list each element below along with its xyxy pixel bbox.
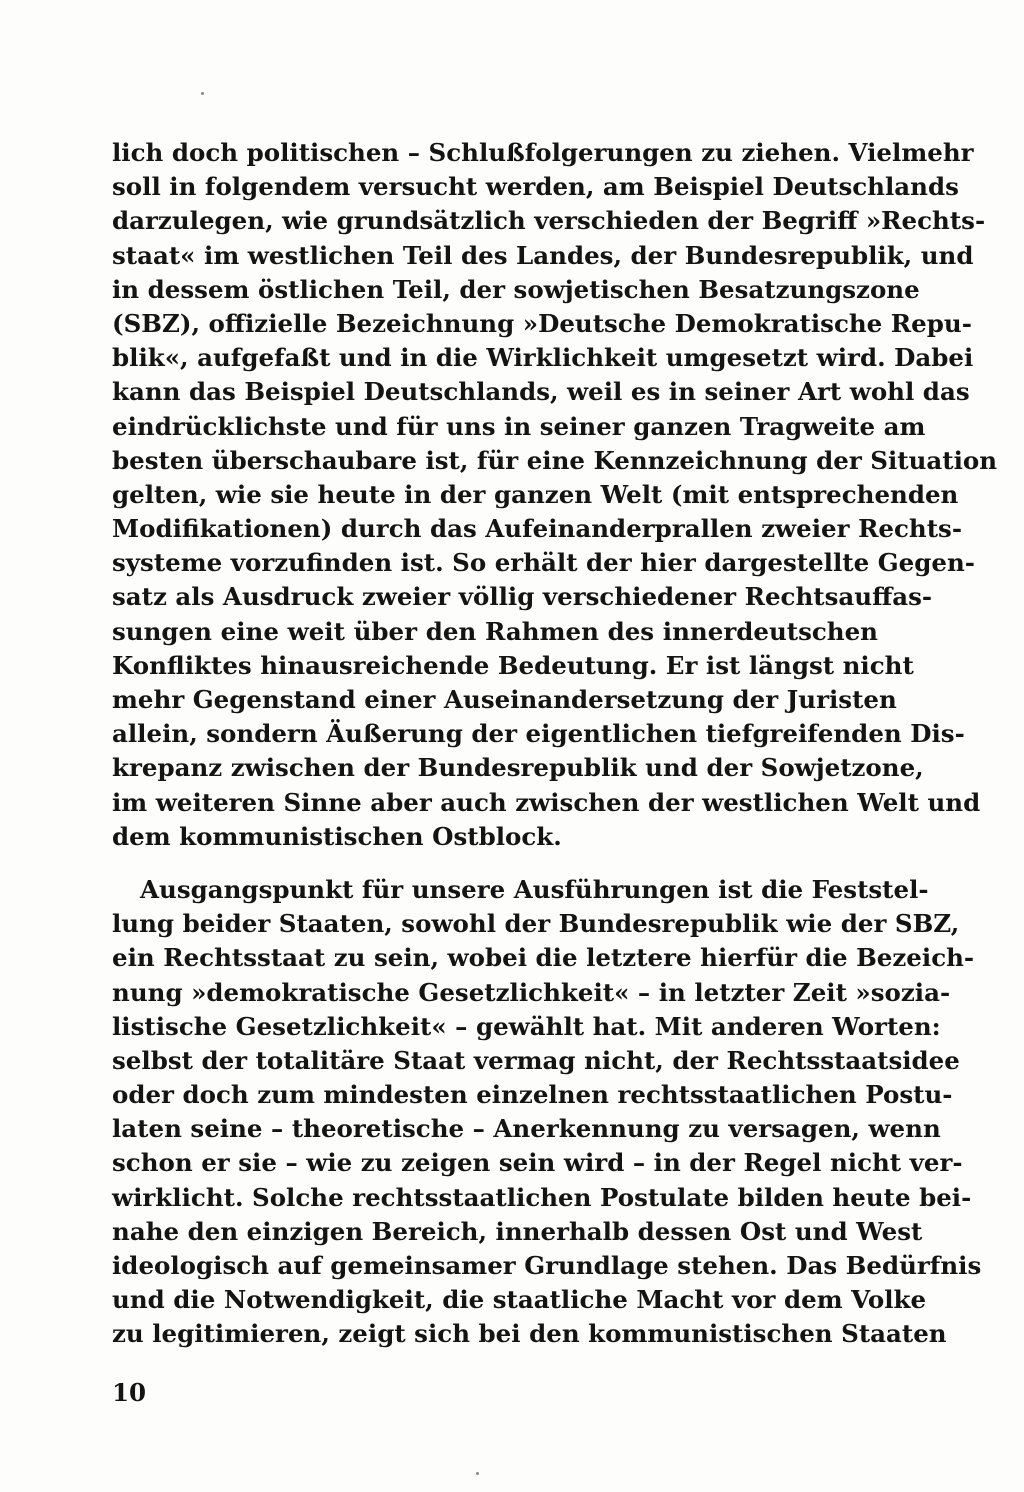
text-line: systeme vorzufinden ist. So erhält der hier dargestellte Gegen- bbox=[112, 548, 975, 578]
text-line: nung »demokratische Gesetzlichkeit« – in letzter Zeit »sozia- bbox=[112, 977, 951, 1007]
text-line: staat« im westlichen Teil des Landes, der Bundesrepublik, und bbox=[112, 240, 974, 270]
text-line: dem kommunistischen Ostblock. bbox=[112, 821, 562, 851]
text-line: satz als Ausdruck zweier völlig verschiedener Rechtsauffas- bbox=[112, 582, 933, 612]
text-line: allein, sondern Äußerung der eigentlichen tiefgreifenden Dis- bbox=[112, 719, 965, 749]
text-line: und die Notwendigkeit, die staatliche Macht vor dem Volke bbox=[112, 1285, 927, 1315]
paper-speck-bottom bbox=[476, 1472, 479, 1475]
text-line: gelten, wie sie heute in der ganzen Welt (mit entsprechenden bbox=[112, 479, 959, 509]
text-line: Modifikationen) durch das Aufeinanderprallen zweier Rechts- bbox=[112, 514, 963, 544]
paragraph-gap bbox=[112, 854, 878, 873]
body-text bbox=[112, 136, 998, 1352]
page-number: 10 bbox=[112, 1378, 147, 1407]
text-line: eindrücklichste und für uns in seiner ganzen Tragweite am bbox=[112, 411, 926, 441]
text-line: ein Rechtsstaat zu sein, wobei die letztere hierfür die Bezeich- bbox=[112, 943, 975, 973]
text-line: mehr Gegenstand einer Auseinandersetzung der Juristen bbox=[112, 685, 897, 714]
text-line: blik«, aufgefaßt und in die Wirklichkeit umgesetzt wird. Dabei bbox=[112, 343, 974, 373]
text-line: lung beider Staaten, sowohl der Bundesrepublik wie der SBZ, bbox=[112, 909, 960, 939]
paragraph bbox=[112, 873, 982, 1352]
text-line: Konfliktes hinausreichende Bedeutung. Er ist längst nicht bbox=[112, 650, 914, 680]
paper-speck-top bbox=[201, 92, 204, 95]
text-line: krepanz zwischen der Bundesrepublik und der Sowjetzone, bbox=[112, 753, 924, 783]
text-line: in dessem östlichen Teil, der sowjetischen Besatzungszone bbox=[112, 274, 920, 304]
text-line: Ausgangspunkt für unsere Ausführungen ist die Feststel- bbox=[140, 874, 929, 904]
text-line: soll in folgendem versucht werden, am Beispiel Deutschlands bbox=[112, 172, 959, 202]
text-line: darzulegen, wie grundsätzlich verschieden der Begriff »Rechts- bbox=[112, 206, 986, 236]
text-line: im weiteren Sinne aber auch zwischen der westlichen Welt und bbox=[112, 787, 981, 817]
text-line: nahe den einzigen Bereich, innerhalb dessen Ost und West bbox=[112, 1216, 923, 1246]
text-line: schon er sie – wie zu zeigen sein wird – in der Regel nicht ver- bbox=[112, 1148, 963, 1178]
text-line: kann das Beispiel Deutschlands, weil es in seiner Art wohl das bbox=[112, 377, 970, 407]
text-line: lich doch politischen – Schlußfolgerungen zu ziehen. Vielmehr bbox=[112, 138, 974, 167]
paragraph bbox=[112, 136, 998, 854]
text-line: oder doch zum mindesten einzelnen rechtsstaatlichen Postu- bbox=[112, 1080, 953, 1110]
text-line: zu legitimieren, zeigt sich bei den kommunistischen Staaten bbox=[112, 1319, 947, 1349]
text-line: ideologisch auf gemeinsamer Grundlage stehen. Das Bedürfnis bbox=[112, 1251, 982, 1280]
text-line: listische Gesetzlichkeit« – gewählt hat. Mit anderen Worten: bbox=[112, 1011, 941, 1041]
text-line: selbst der totalitäre Staat vermag nicht, der Rechtsstaatsidee bbox=[112, 1045, 960, 1075]
text-line: wirklicht. Solche rechtsstaatlichen Postulate bilden heute bei- bbox=[112, 1182, 972, 1212]
text-line: sungen eine weit über den Rahmen des innerdeutschen bbox=[112, 616, 878, 646]
text-line: besten überschaubare ist, für eine Kennzeichnung der Situation bbox=[112, 445, 998, 475]
text-line: laten seine – theoretische – Anerkennung zu versagen, wenn bbox=[112, 1114, 941, 1144]
text-line: (SBZ), offizielle Bezeichnung »Deutsche Demokratische Repu- bbox=[112, 308, 972, 338]
